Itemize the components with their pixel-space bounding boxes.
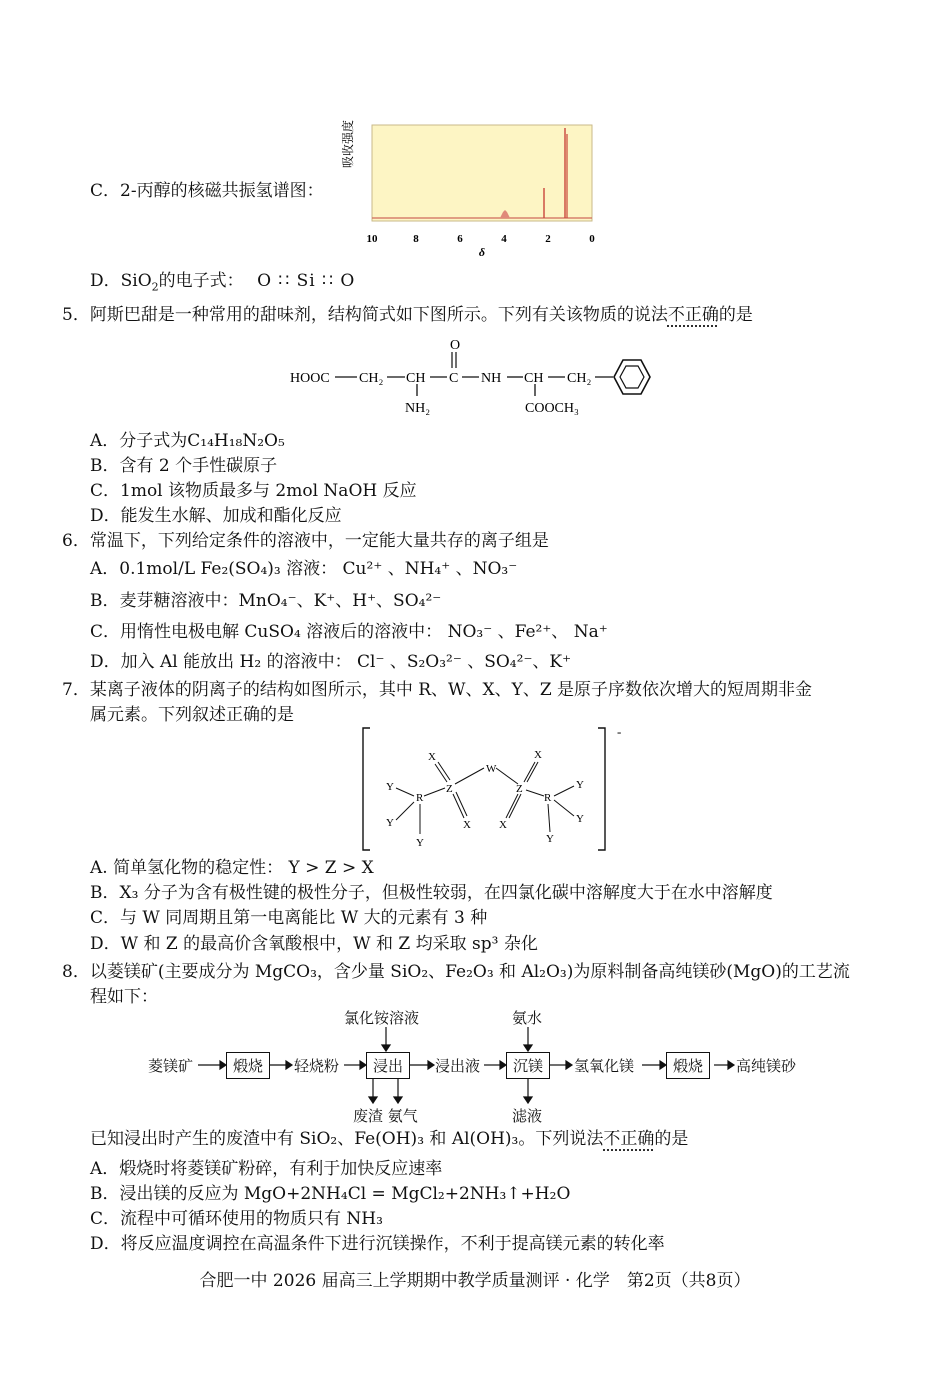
nmr-tick: 0 — [589, 233, 595, 245]
svg-text:W: W — [486, 763, 497, 775]
svg-text:NH₂: NH₂ — [405, 401, 431, 416]
q8-note: 已知浸出时产生的废渣中有 SiO₂、Fe(OH)₃ 和 Al(OH)₃。下列说法不正确的是 — [90, 1129, 689, 1149]
q5-stem: 5．阿斯巴甜是一种常用的甜味剂，结构简式如下图所示。下列有关该物质的说法不正确的是 — [62, 305, 753, 325]
process-flow — [148, 1005, 828, 1125]
svg-text:COOCH₃: COOCH₃ — [525, 401, 579, 416]
page-footer: 合肥一中 2026 届高三上学期期中教学质量测评 · 化学 第2页（共8页） — [199, 1271, 751, 1291]
q5-option-c: C．1mol 该物质最多与 2mol NaOH 反应 — [90, 481, 417, 501]
svg-text:R: R — [544, 792, 552, 804]
q7-stem-2: 属元素。下列叙述正确的是 — [90, 705, 294, 725]
flow-hydroxide: 氢氧化镁 — [574, 1057, 635, 1075]
flow-input-ammonia: 氨水 — [512, 1009, 543, 1027]
emphasis-not-correct: 不正确 — [603, 1129, 655, 1149]
svg-text:Y: Y — [386, 781, 394, 793]
svg-text:CH₂: CH₂ — [567, 371, 592, 386]
svg-text:R: R — [416, 792, 424, 804]
nmr-tick: 4 — [501, 233, 507, 245]
svg-text:Y: Y — [386, 817, 394, 829]
svg-text:HOOC: HOOC — [290, 371, 330, 386]
q5-option-a: A．分子式为C₁₄H₁₈N₂O₅ — [90, 431, 285, 451]
q6-stem: 6．常温下，下列给定条件的溶液中，一定能大量共存的离子组是 — [62, 531, 549, 551]
svg-text:Y: Y — [546, 833, 554, 845]
svg-text:Z: Z — [516, 783, 523, 795]
nmr-xlabel: δ — [478, 245, 486, 259]
svg-text:CH: CH — [524, 371, 544, 386]
svg-text:X: X — [428, 751, 436, 763]
flow-leach: 浸出 — [366, 1052, 410, 1079]
q6-option-d: D．加入 Al 能放出 H₂ 的溶液中： Cl⁻ 、S₂O₃²⁻ 、SO₄²⁻、K⁺ — [90, 652, 572, 672]
svg-text:Y: Y — [576, 779, 584, 791]
nmr-spectrum — [341, 119, 602, 260]
q4-option-d: D．SiO$_2$的电子式： O ∷ Si ∷ O — [90, 271, 356, 294]
q8-stem-1: 8．以菱镁矿(主要成分为 MgCO₃，含少量 SiO₂、Fe₂O₃ 和 Al₂O₃)为原料制备高纯镁砂(MgO)的工艺流 — [62, 962, 850, 982]
nmr-ylabel: 吸收强度 — [341, 119, 355, 168]
nmr-tick: 2 — [545, 233, 551, 245]
svg-text:X: X — [534, 749, 542, 761]
q6-option-b: B．麦芽糖溶液中：MnO₄⁻、K⁺、H⁺、SO₄²⁻ — [90, 591, 442, 611]
flow-calcine-1: 煅烧 — [226, 1052, 270, 1079]
svg-text:Z: Z — [446, 783, 453, 795]
emphasis-not-correct: 不正确 — [667, 305, 719, 325]
svg-text:CH₂: CH₂ — [359, 371, 384, 386]
q8-option-d: D．将反应温度调控在高温条件下进行沉镁操作，不利于提高镁元素的转化率 — [90, 1234, 665, 1254]
anion-structure — [358, 722, 628, 857]
q8-option-b: B．浸出镁的反应为 MgO+2NH₄Cl = MgCl₂+2NH₃↑+H₂O — [90, 1184, 571, 1204]
flow-input-nh4cl: 氯化铵溶液 — [344, 1009, 420, 1027]
q8-option-a: A．煅烧时将菱镁矿粉碎，有利于加快反应速率 — [90, 1159, 443, 1179]
nmr-tick: 8 — [413, 233, 419, 245]
sio2-electron-formula: O ∷ Si ∷ O — [257, 271, 356, 291]
flow-leachate: 浸出液 — [435, 1057, 481, 1075]
q5-option-d: D．能发生水解、加成和酯化反应 — [90, 506, 342, 526]
svg-text:Y: Y — [576, 813, 584, 825]
svg-text:Y: Y — [416, 837, 424, 849]
q8-stem-2: 程如下： — [90, 987, 158, 1007]
svg-text:-: - — [617, 724, 622, 739]
q8-option-c: C．流程中可循环使用的物质只有 NH₃ — [90, 1209, 383, 1229]
svg-text:X: X — [463, 819, 471, 831]
q7-option-b: B．X₃ 分子为含有极性键的极性分子，但极性较弱，在四氯化碳中溶解度大于在水中溶解度 — [90, 883, 773, 903]
q6-option-a: A．0.1mol/L Fe₂(SO₄)₃ 溶液： Cu²⁺ 、NH₄⁺ 、NO₃⁻ — [90, 559, 518, 579]
q7-option-c: C．与 W 同周期且第一电离能比 W 大的元素有 3 种 — [90, 908, 488, 928]
flow-calcine-2: 煅烧 — [666, 1052, 710, 1079]
q6-option-c: C．用惰性电极电解 CuSO₄ 溶液后的溶液中： NO₃⁻ 、Fe²⁺、 Na⁺ — [90, 622, 608, 642]
q4-option-c: C．2-丙醇的核磁共振氢谱图： — [90, 181, 324, 201]
nmr-tick: 10 — [366, 233, 378, 245]
svg-text:C: C — [449, 371, 459, 386]
flow-output-residue: 废渣 氨气 — [353, 1107, 418, 1125]
q7-option-d: D．W 和 Z 的最高价含氧酸根中，W 和 Z 均采取 sp³ 杂化 — [90, 934, 538, 954]
svg-text:X: X — [499, 819, 507, 831]
flow-light-powder: 轻烧粉 — [294, 1057, 340, 1075]
q5-option-b: B．含有 2 个手性碳原子 — [90, 456, 278, 476]
q7-stem-1: 7．某离子液体的阴离子的结构如图所示，其中 R、W、X、Y、Z 是原子序数依次增大的短周期非金 — [62, 680, 813, 700]
flow-product: 高纯镁砂 — [736, 1057, 797, 1075]
svg-text:O: O — [450, 338, 461, 353]
q7-option-a: A. 简单氢化物的稳定性： Y > Z > X — [90, 858, 374, 878]
flow-start: 菱镁矿 — [148, 1057, 194, 1075]
flow-output-filtrate: 滤液 — [512, 1107, 543, 1125]
flow-precipitate: 沉镁 — [506, 1052, 550, 1079]
svg-text:CH: CH — [406, 371, 426, 386]
svg-text:NH: NH — [481, 371, 502, 386]
nmr-tick: 6 — [457, 233, 463, 245]
aspartame-structure — [285, 332, 670, 422]
